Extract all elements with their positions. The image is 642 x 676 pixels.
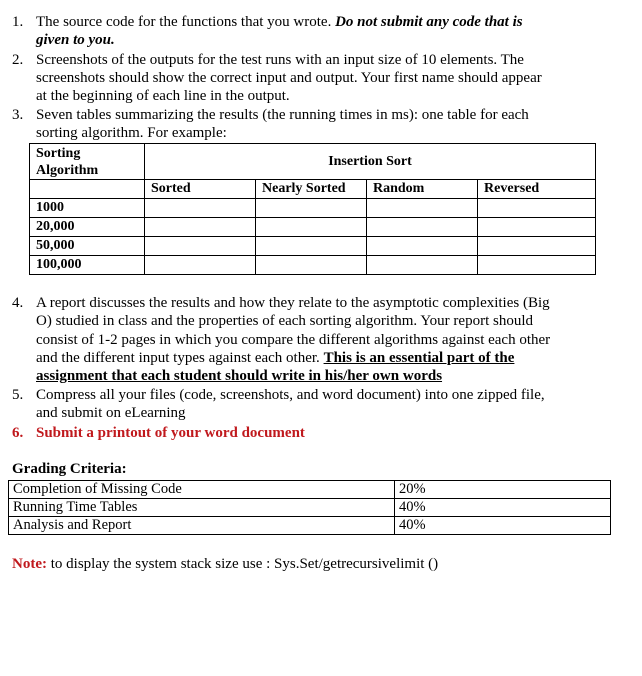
- item-emphasis: Do not submit any code that is: [335, 14, 523, 30]
- item-text: The source code for the functions that you wrote.: [36, 14, 336, 30]
- sort-table: [29, 143, 596, 275]
- item-number: 1.: [12, 14, 24, 30]
- item-text: at the beginning of each line in the output.: [36, 88, 290, 104]
- item-text: sorting algorithm. For example:: [36, 125, 227, 141]
- item-emphasis: This is an essential part of the: [323, 350, 515, 366]
- table-corner: Sorting Algorithm: [30, 144, 145, 180]
- column-header: Nearly Sorted: [256, 180, 367, 199]
- table-title: Insertion Sort: [145, 144, 596, 180]
- note-text: to display the system stack size use : Sys.Set/getrecursivelimit (): [46, 556, 439, 572]
- item-text: O) studied in class and the properties of each sorting algorithm. Your report should: [36, 313, 533, 329]
- grading-table: [8, 480, 611, 535]
- item-text: given to you.: [36, 32, 115, 48]
- item-text: consist of 1-2 pages in which you compare the different algorithms against each other: [36, 332, 551, 348]
- table-row: Completion of Missing Code 20%: [9, 481, 611, 499]
- item-text: Compress all your files (code, screenshots, and word document) into one zipped file,: [36, 387, 545, 403]
- item-text: Seven tables summarizing the results (the running times in ms): one table for each: [36, 107, 529, 123]
- item-text: Screenshots of the outputs for the test runs with an input size of 10 elements. The: [36, 52, 524, 68]
- grading-title: Grading Criteria:: [12, 461, 127, 477]
- table-row: 100,000: [30, 256, 596, 275]
- item-emphasis: assignment that each student should write in his/her own words: [36, 368, 443, 384]
- item-number: 3.: [12, 107, 24, 123]
- column-header: Random: [367, 180, 478, 199]
- note: [12, 556, 438, 573]
- table-row: Running Time Tables 40%: [9, 499, 611, 517]
- column-header: Reversed: [478, 180, 596, 199]
- item-number: 6.: [12, 425, 24, 441]
- item-number: 4.: [12, 295, 24, 311]
- table-row: Analysis and Report 40%: [9, 517, 611, 535]
- item-text: Submit a printout of your word document: [36, 425, 305, 441]
- item-text: A report discusses the results and how they relate to the asymptotic complexities (Big: [36, 295, 550, 311]
- item-text: and the different input types against each other.: [36, 350, 324, 366]
- item-text: screenshots should show the correct input and output. Your first name should appear: [36, 70, 542, 86]
- table-row: 50,000: [30, 237, 596, 256]
- note-label: Note:: [12, 556, 47, 572]
- item-number: 2.: [12, 52, 24, 68]
- item-text: and submit on eLearning: [36, 405, 186, 421]
- item-number: 5.: [12, 387, 24, 403]
- column-header: Sorted: [145, 180, 256, 199]
- table-row: 20,000: [30, 218, 596, 237]
- table-row: 1000: [30, 199, 596, 218]
